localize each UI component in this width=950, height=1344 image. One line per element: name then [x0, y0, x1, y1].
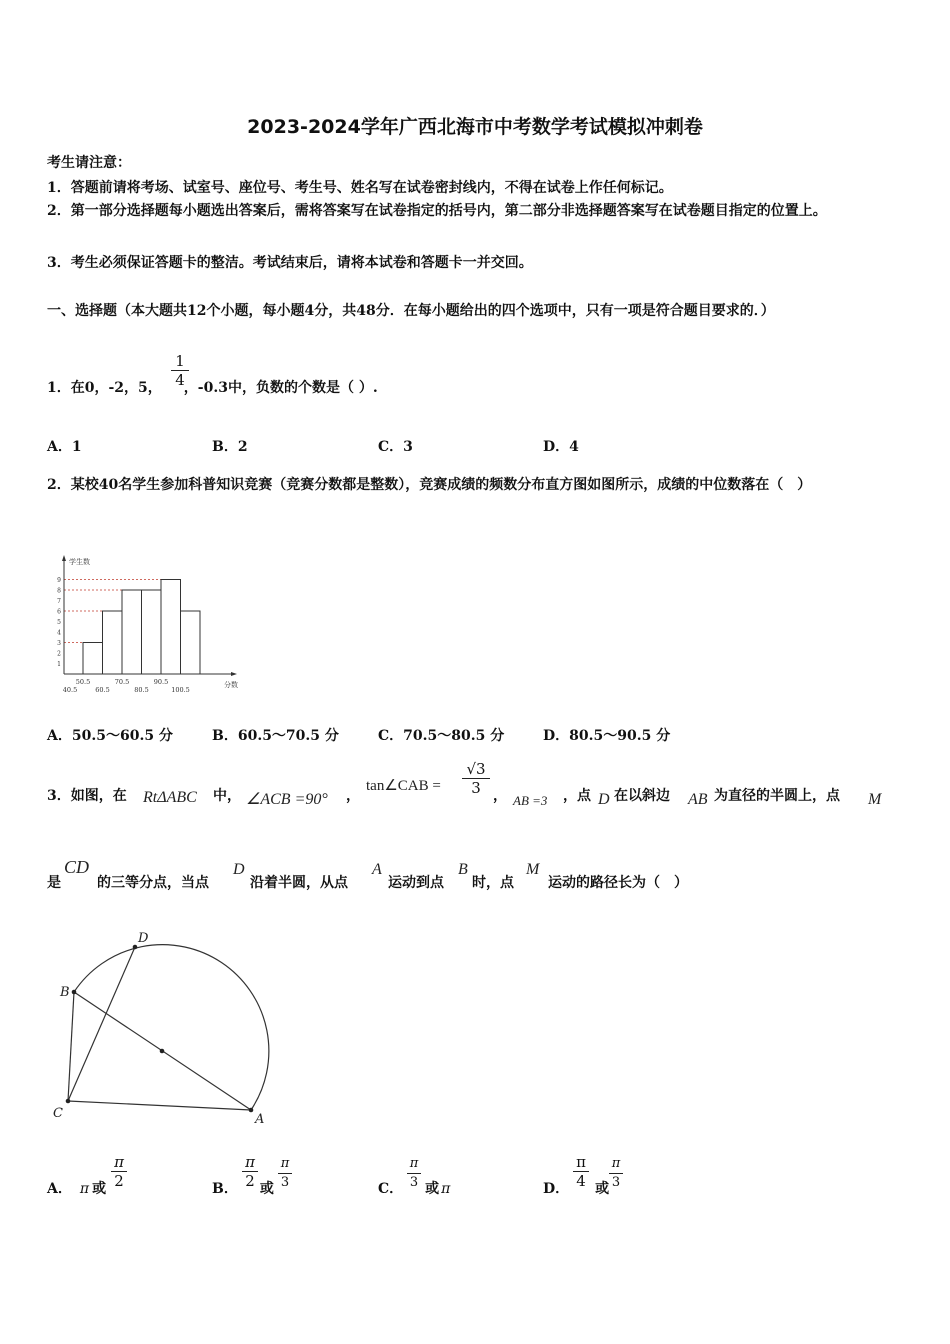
point-b-dot	[72, 990, 77, 995]
point-c-dot	[66, 1099, 71, 1104]
q3-option-b[interactable]: B． 或	[212, 1181, 274, 1197]
q3-point-m: M	[868, 791, 882, 808]
question-1	[47, 377, 378, 397]
notice-item-3: 3．考生必须保证答题卡的整洁。考试结束后，请将本试卷和答题卡一并交回。	[47, 255, 533, 271]
q3-p4: ，	[493, 788, 507, 804]
y-tick-label: 3	[57, 640, 61, 647]
q1-suffix: ，-0.3中，负数的个数是（ ）.	[183, 380, 378, 396]
y-tick-label: 5	[57, 619, 61, 626]
segment-ca	[68, 1101, 251, 1110]
semicircle-arc	[74, 945, 269, 1110]
y-axis-label: 学生数	[69, 558, 90, 566]
center-dot	[160, 1049, 165, 1054]
y-tick-labels	[57, 577, 61, 668]
y-tick-label: 4	[57, 629, 61, 637]
x-tick-label: 70.5	[114, 678, 130, 686]
q3-p6: 在以斜边	[614, 788, 670, 804]
q2-option-b[interactable]: B．60.5～70.5 分	[212, 728, 339, 744]
x-tick-label: 40.5	[62, 686, 78, 694]
q3-point-a: A	[372, 861, 382, 878]
notice-item-1: 1．答题前请将考场、试室号、座位号、考生号、姓名写在试卷密封线内，不得在试卷上作任何标记。	[47, 180, 673, 196]
histogram-bar	[142, 590, 162, 674]
histogram-bar	[83, 643, 103, 675]
q3-l2b: 的三等分点，当点	[97, 875, 209, 891]
q3-option-b-fraction-2: $\frac{\pi}{3}$	[278, 1155, 292, 1192]
q1-option-a[interactable]: A．1	[47, 439, 82, 455]
q3-point-d2: D	[233, 861, 245, 878]
histogram-bar	[161, 580, 181, 675]
q3-l2e: 时，点	[472, 875, 514, 891]
x-tick-label: 60.5	[95, 686, 110, 694]
x-tick-label: 90.5	[153, 678, 169, 686]
label-b: B	[60, 985, 70, 1000]
q1-option-b[interactable]: B．2	[212, 439, 248, 455]
q3-rt-triangle: RtΔABC	[143, 789, 197, 806]
q2-option-d[interactable]: D．80.5～90.5 分	[543, 728, 671, 744]
q3-p7: 为直径的半圆上，点	[714, 788, 840, 804]
q1-option-d[interactable]: D．4	[543, 439, 579, 455]
point-a-dot	[249, 1108, 254, 1113]
x-tick-label: 50.5	[75, 678, 91, 686]
q2-option-a[interactable]: A．50.5～60.5 分	[47, 728, 173, 744]
page-title: 2023-2024学年广西北海市中考数学考试模拟冲刺卷	[247, 116, 703, 138]
x-tick-labels	[63, 678, 190, 694]
q3-l2a: 是	[47, 875, 61, 891]
q3-l2f: 运动的路径长为（ ）	[548, 875, 688, 891]
q3-option-d-fraction-2: $\frac{\pi}{3}$	[609, 1155, 623, 1192]
x-tick-label: 100.5	[171, 686, 190, 694]
point-d-dot	[133, 945, 138, 950]
q3-p2: 中，	[213, 788, 241, 804]
q1-prefix: 1．在0，-2，5，	[47, 380, 162, 396]
q3-angle: ∠ACB =90°	[246, 791, 328, 808]
label-a: A	[255, 1112, 265, 1127]
q3-option-a[interactable]: A． π 或	[47, 1181, 107, 1197]
y-axis-arrow-icon	[62, 555, 66, 561]
histogram-bar	[181, 611, 201, 674]
x-tick-label: 80.5	[134, 686, 149, 694]
q3-option-b-fraction-1: $\frac{\pi}{2}$	[242, 1153, 258, 1190]
q3-point-b: B	[458, 861, 468, 878]
histogram-chart	[52, 552, 252, 700]
histogram-bars	[83, 580, 200, 675]
q3-tan-fraction: $\frac{√3}{3}$	[462, 760, 490, 797]
y-tick-label: 9	[57, 577, 61, 584]
q3-ab-length: AB =3	[513, 793, 548, 808]
q3-point-d: D	[598, 791, 610, 808]
segment-bc	[68, 992, 74, 1101]
y-tick-label: 2	[57, 650, 61, 658]
q3-option-d[interactable]: D． 或	[543, 1181, 610, 1197]
semicircle-figure	[45, 925, 285, 1130]
q3-l2c: 沿着半圆，从点	[250, 875, 348, 891]
q3-option-d-fraction-1: $\frac{\pi}{4}$	[573, 1153, 589, 1190]
question-2: 2．某校40名学生参加科普知识竞赛（竞赛分数都是整数），竞赛成绩的频数分布直方图如图所示，成绩的中位数落在（ ）	[47, 477, 812, 493]
x-axis-label: 分数	[224, 681, 238, 689]
q3-option-a-fraction: $\frac{\pi}{2}$	[111, 1153, 127, 1190]
q3-ab-diameter: AB	[688, 791, 708, 808]
q3-p5: ，点	[563, 788, 591, 804]
q3-l2d: 运动到点	[388, 875, 444, 891]
q3-p1: 3．如图，在	[47, 788, 127, 804]
notice-heading: 考生请注意：	[47, 155, 131, 171]
y-tick-label: 8	[57, 587, 61, 595]
q1-option-c[interactable]: C．3	[378, 439, 413, 455]
section-heading: 一、选择题（本大题共12个小题，每小题4分，共48分．在每小题给出的四个选项中，只有一项是符合题目要求的．）	[47, 303, 775, 319]
q3-p3: ，	[346, 788, 360, 804]
y-tick-label: 7	[57, 598, 61, 605]
y-tick-label: 1	[57, 661, 61, 668]
q3-option-c[interactable]: C． 或 π	[378, 1181, 451, 1197]
histogram-bar	[103, 611, 123, 674]
x-axis-arrow-icon	[231, 672, 237, 676]
label-d: D	[138, 931, 149, 946]
label-c: C	[53, 1106, 63, 1121]
q3-segment-cd: CD	[64, 857, 90, 877]
q3-tan-expression: tan∠CAB =	[366, 778, 441, 794]
y-tick-label: 6	[57, 608, 61, 616]
q2-option-c[interactable]: C．70.5～80.5 分	[378, 728, 505, 744]
q3-option-c-fraction: $\frac{\pi}{3}$	[407, 1155, 421, 1192]
segment-cd	[68, 947, 135, 1101]
notice-item-2: 2．第一部分选择题每小题选出答案后，需将答案写在试卷指定的括号内，第二部分非选择题答案写在试卷题目指定的位置上。	[47, 203, 827, 219]
q3-point-m2: M	[526, 861, 540, 878]
q1-fraction: $\frac{1}{4}$	[171, 352, 189, 389]
histogram-bar	[122, 590, 142, 674]
